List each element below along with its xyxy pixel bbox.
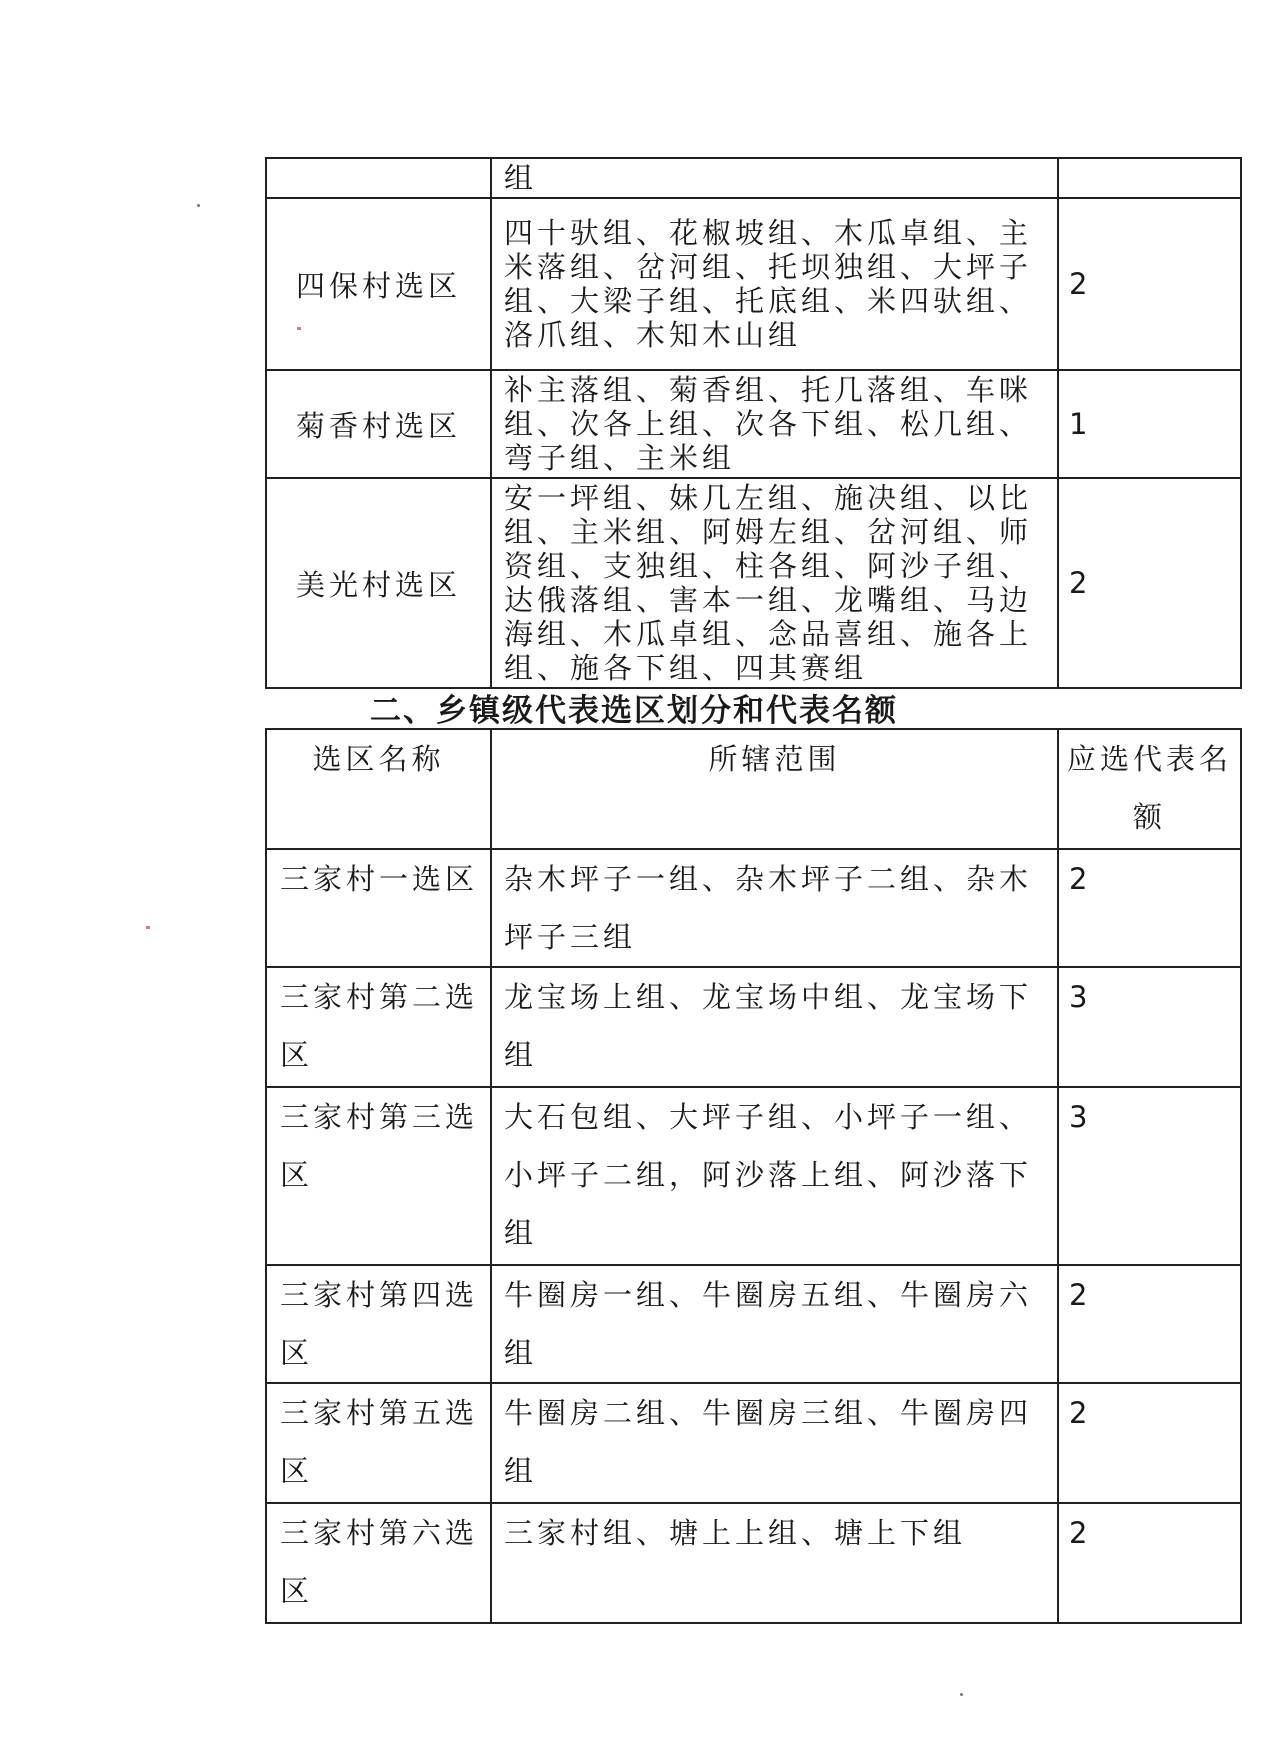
table-header-row	[266, 729, 1241, 849]
quota-cell: 2	[1058, 478, 1241, 688]
quota-cell: 2	[1058, 1265, 1241, 1383]
district-name-cell: 三家村第五选区	[266, 1383, 491, 1503]
quota-cell: 2	[1058, 1383, 1241, 1503]
quota-cell: 1	[1058, 370, 1241, 478]
district-name-cell: 四保村选区	[266, 198, 491, 370]
district-scope-cell: 牛圈房二组、牛圈房三组、牛圈房四组	[491, 1383, 1058, 1503]
district-scope-cell: 龙宝场上组、龙宝场中组、龙宝场下组	[491, 967, 1058, 1087]
section-heading: 二、乡镇级代表选区划分和代表名额	[370, 693, 898, 729]
scan-speck	[197, 204, 200, 207]
district-name-cell: 三家村第六选区	[266, 1503, 491, 1623]
district-name-cell: 三家村第四选区	[266, 1265, 491, 1383]
district-scope-cell: 三家村组、塘上上组、塘上下组	[491, 1503, 1058, 1623]
quota-cell: 2	[1058, 1503, 1241, 1623]
column-header-quota: 应选代表名额	[1058, 729, 1241, 849]
quota-cell: 2	[1058, 849, 1241, 967]
district-name-cell	[266, 158, 491, 198]
table-row	[266, 1503, 1241, 1623]
table-row	[266, 158, 1241, 198]
quota-cell: 2	[1058, 198, 1241, 370]
district-name-cell: 三家村一选区	[266, 849, 491, 967]
table-row	[266, 849, 1241, 967]
table-row	[266, 370, 1241, 478]
quota-cell	[1058, 158, 1241, 198]
table-row	[266, 967, 1241, 1087]
quota-cell: 3	[1058, 967, 1241, 1087]
table-row	[266, 1087, 1241, 1265]
district-name-cell: 三家村第三选区	[266, 1087, 491, 1265]
scan-speck	[146, 926, 150, 929]
district-scope-cell: 杂木坪子一组、杂木坪子二组、杂木坪子三组	[491, 849, 1058, 967]
district-scope-cell: 补主落组、菊香组、托几落组、车咪组、次各上组、次各下组、松几组、弯子组、主米组	[491, 370, 1058, 478]
district-name-cell: 美光村选区	[266, 478, 491, 688]
district-scope-cell: 组	[491, 158, 1058, 198]
table-row	[266, 198, 1241, 370]
table-row	[266, 1383, 1241, 1503]
scan-speck	[297, 327, 301, 330]
district-name-cell: 菊香村选区	[266, 370, 491, 478]
district-scope-cell: 牛圈房一组、牛圈房五组、牛圈房六组	[491, 1265, 1058, 1383]
district-scope-cell: 安一坪组、妹几左组、施决组、以比组、主米组、阿姆左组、岔河组、师资组、支独组、柱各组、阿沙子组、达俄落组、害本一组、龙嘴组、马边海组、木瓜卓组、念品喜组、施各上组、施各下组、四其赛组	[491, 478, 1058, 688]
table-row	[266, 478, 1241, 688]
column-header-scope: 所辖范围	[491, 729, 1058, 849]
scan-speck	[960, 1693, 963, 1696]
district-scope-cell: 大石包组、大坪子组、小坪子一组、小坪子二组，阿沙落上组、阿沙落下组	[491, 1087, 1058, 1265]
upper-district-table	[265, 157, 1242, 689]
district-name-cell: 三家村第二选区	[266, 967, 491, 1087]
quota-cell: 3	[1058, 1087, 1241, 1265]
district-scope-cell: 四十驮组、花椒坡组、木瓜卓组、主米落组、岔河组、托坝独组、大坪子组、大梁子组、托底组、米四驮组、洛爪组、木知木山组	[491, 198, 1058, 370]
township-district-table	[265, 728, 1242, 1624]
table-row	[266, 1265, 1241, 1383]
column-header-name: 选区名称	[266, 729, 491, 849]
